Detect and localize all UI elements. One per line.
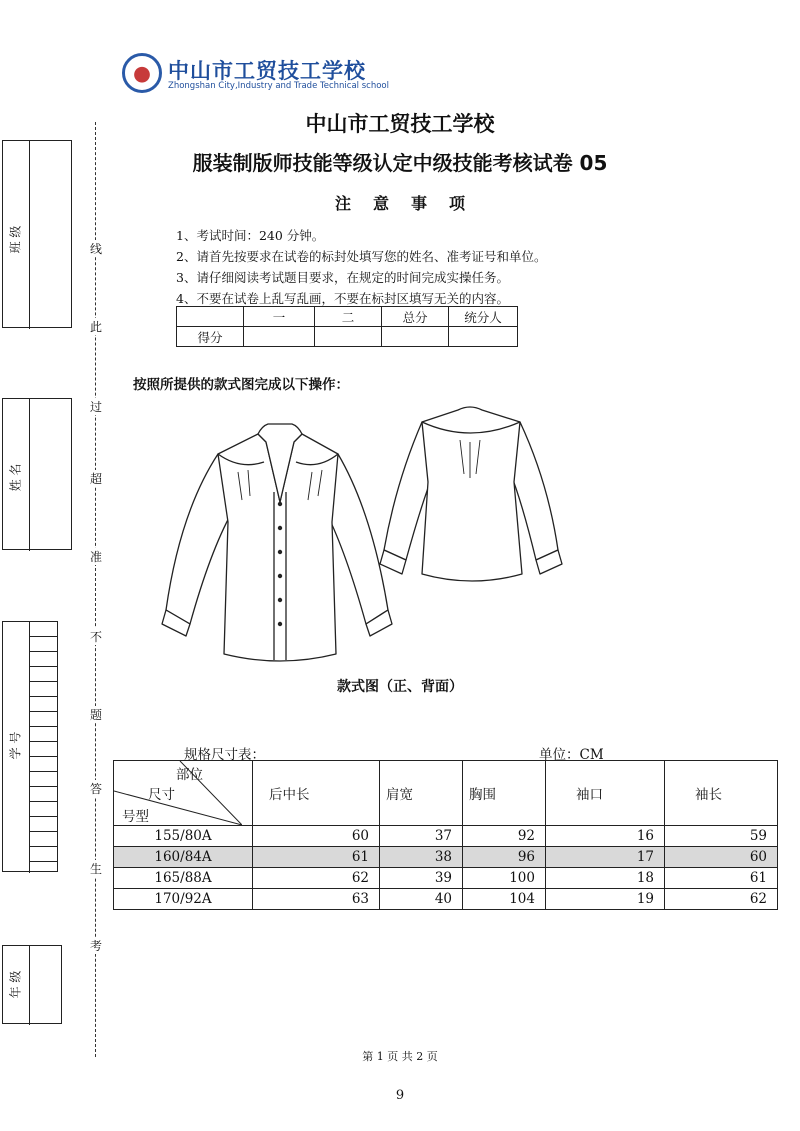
corner-type-label: 号型	[122, 809, 149, 825]
school-title: 中山市工贸技工学校	[305, 112, 495, 136]
seal-char: 超	[89, 472, 102, 486]
spec-size-cell: 165/88A	[114, 868, 253, 889]
seal-char: 过	[89, 400, 102, 414]
instruction-text: 按照所提供的款式图完成以下操作：	[133, 377, 349, 393]
spec-value-cell: 62	[665, 889, 778, 910]
notice-rule: 3、请仔细阅读考试题目要求，在规定的时间完成实操任务。	[176, 270, 509, 285]
seal-char: 线	[89, 242, 102, 256]
spec-value-cell: 16	[546, 826, 665, 847]
score-cell[interactable]	[449, 327, 518, 347]
spec-value-cell: 17	[546, 847, 665, 868]
score-header-cell	[177, 307, 244, 327]
page-number: 9	[395, 1088, 405, 1103]
spec-value-cell: 63	[253, 889, 380, 910]
spec-column-header: 袖长	[665, 761, 778, 826]
score-row-label: 得分	[177, 327, 244, 347]
spec-value-cell: 40	[380, 889, 463, 910]
garment-sketch	[160, 392, 580, 670]
spec-value-cell: 96	[463, 847, 546, 868]
spec-table	[113, 760, 778, 910]
student-id-label: 学 号	[8, 731, 23, 760]
spec-value-cell: 61	[253, 847, 380, 868]
score-cell[interactable]	[382, 327, 449, 347]
seal-dashed-line	[95, 122, 96, 1057]
spec-size-cell: 160/84A	[114, 847, 253, 868]
score-header-cell: 总分	[382, 307, 449, 327]
name-label: 姓 名	[8, 463, 23, 492]
seal-char: 准	[89, 550, 102, 564]
spec-value-cell: 19	[546, 889, 665, 910]
seal-char: 答	[89, 782, 102, 796]
spec-title: 规格尺寸表：	[184, 747, 265, 763]
score-table	[176, 306, 518, 347]
exam-title: 服装制版师技能等级认定中级技能考核试卷 05	[192, 151, 608, 175]
name-box	[2, 398, 72, 550]
spec-value-cell: 60	[665, 847, 778, 868]
spec-row-highlighted	[114, 847, 778, 868]
spec-column-header: 袖口	[546, 761, 665, 826]
spec-column-header: 胸围	[463, 761, 546, 826]
spec-value-cell: 18	[546, 868, 665, 889]
spec-row	[114, 868, 778, 889]
spec-value-cell: 59	[665, 826, 778, 847]
score-cell[interactable]	[244, 327, 315, 347]
spec-value-cell: 104	[463, 889, 546, 910]
back-view-sketch	[380, 407, 562, 581]
spec-unit: 单位：CM	[539, 747, 604, 763]
corner-part-label: 部位	[176, 767, 203, 783]
spec-value-cell: 38	[380, 847, 463, 868]
student-id-grid	[30, 622, 58, 873]
notice-rule: 2、请首先按要求在试卷的标封处填写您的姓名、准考证号和单位。	[176, 249, 547, 264]
class-label: 班 级	[8, 225, 23, 254]
score-header-cell: 一	[244, 307, 315, 327]
score-cell[interactable]	[315, 327, 382, 347]
spec-corner-cell	[114, 761, 253, 826]
notice-rule: 1、考试时间：240 分钟。	[176, 228, 325, 243]
spec-value-cell: 60	[253, 826, 380, 847]
spec-value-cell: 92	[463, 826, 546, 847]
name-box-divider	[29, 399, 30, 551]
figure-caption: 款式图（正、背面）	[337, 679, 463, 695]
spec-value-cell: 39	[380, 868, 463, 889]
score-header-cell: 统分人	[449, 307, 518, 327]
spec-size-cell: 155/80A	[114, 826, 253, 847]
seal-char: 不	[89, 630, 102, 644]
seal-char: 生	[89, 862, 102, 876]
seal-char: 考	[89, 939, 102, 953]
notice-rule: 4、不要在试卷上乱写乱画，不要在标封区填写无关的内容。	[176, 291, 509, 306]
spec-row	[114, 826, 778, 847]
spec-value-cell: 100	[463, 868, 546, 889]
seal-char: 此	[89, 320, 102, 334]
spec-value-cell: 37	[380, 826, 463, 847]
front-view-sketch	[162, 424, 392, 661]
spec-row	[114, 889, 778, 910]
school-logo-icon	[122, 53, 162, 93]
notice-title: 注意事项	[334, 194, 487, 213]
spec-value-cell: 61	[665, 868, 778, 889]
logo-name-cn: 中山市工贸技工学校	[168, 58, 366, 83]
spec-column-header: 肩宽	[380, 761, 463, 826]
page-footer: 第 1 页 共 2 页	[362, 1050, 438, 1063]
corner-size-label: 尺寸	[148, 787, 175, 803]
score-header-cell: 二	[315, 307, 382, 327]
seal-char: 题	[89, 708, 102, 722]
spec-size-cell: 170/92A	[114, 889, 253, 910]
grade-box	[2, 945, 62, 1024]
logo-name-en: Zhongshan City,Industry and Trade Technical school	[168, 81, 389, 91]
grade-box-divider	[29, 946, 30, 1025]
spec-value-cell: 62	[253, 868, 380, 889]
student-id-box	[2, 621, 58, 872]
spec-column-header: 后中长	[253, 761, 380, 826]
grade-label: 年 级	[8, 970, 23, 999]
